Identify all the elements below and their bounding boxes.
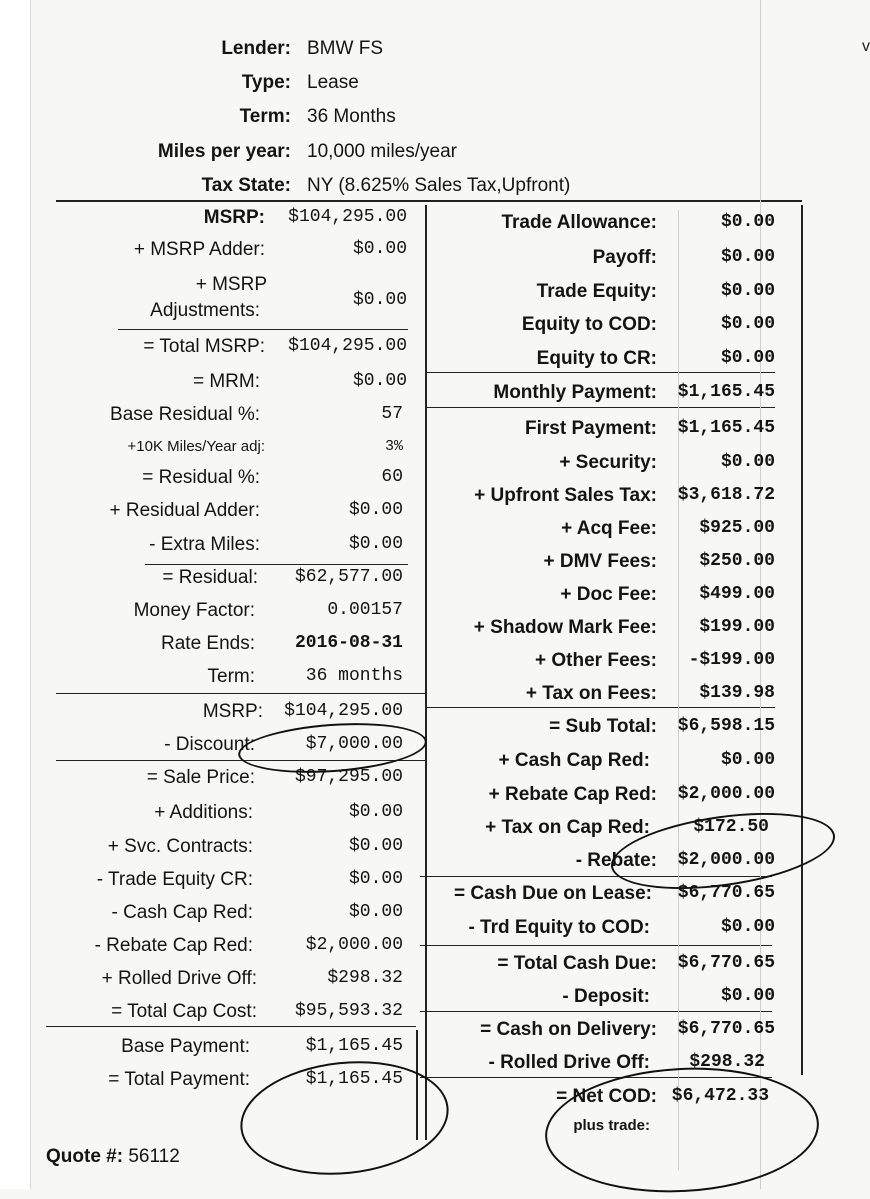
left-row — [0, 500, 425, 530]
right-label: Trade Allowance: — [501, 212, 657, 233]
left-row — [0, 567, 425, 597]
left-row — [0, 968, 425, 998]
left-value: 60 — [381, 467, 403, 487]
right-value: $499.00 — [699, 584, 775, 604]
left-row — [0, 935, 425, 965]
left-label: = Total MSRP: — [143, 336, 265, 357]
right-row — [427, 212, 777, 242]
left-label: Rate Ends: — [161, 633, 255, 654]
left-row — [0, 633, 425, 663]
left-row — [0, 239, 425, 269]
right-row — [427, 650, 777, 680]
right-value: $6,598.15 — [677, 716, 775, 736]
right-label: = Cash Due on Lease: — [454, 883, 652, 904]
left-label: = Residual %: — [142, 467, 260, 488]
right-value: $6,770.65 — [677, 883, 775, 903]
left-row — [0, 404, 425, 434]
left-value: 0.00157 — [327, 600, 403, 620]
right-row — [427, 784, 777, 814]
left-label: + MSRP Adder: — [133, 239, 265, 260]
left-label: - Discount: — [164, 734, 255, 755]
tax-label: Tax State: — [201, 175, 291, 196]
left-value: $1,165.45 — [305, 1069, 403, 1089]
rule-residual — [145, 564, 408, 565]
type-label: Type: — [241, 72, 291, 93]
term-value: 36 Months — [307, 106, 396, 127]
right-row — [427, 518, 777, 548]
right-value: $1,165.45 — [677, 382, 775, 402]
right-label: - Rolled Drive Off: — [488, 1052, 650, 1073]
left-row — [0, 467, 425, 497]
left-value: $0.00 — [348, 836, 403, 856]
right-value: $6,770.65 — [677, 1019, 775, 1039]
right-value: $0.00 — [720, 452, 775, 472]
tax-value: NY (8.625% Sales Tax,Upfront) — [307, 175, 571, 196]
left-label: = Residual: — [162, 567, 258, 588]
left-label: = MRM: — [192, 371, 260, 392]
quote-label: Quote #: — [46, 1146, 124, 1167]
left-value: $0.00 — [352, 239, 407, 259]
term-label: Term: — [239, 106, 291, 127]
left-label: = Sale Price: — [146, 767, 255, 788]
lender-label: Lender: — [221, 38, 291, 59]
left-value: $0.00 — [348, 869, 403, 889]
right-label: Equity to COD: — [521, 314, 657, 335]
right-label: + Upfront Sales Tax: — [474, 485, 657, 506]
right-row — [427, 485, 777, 515]
right-row — [427, 551, 777, 581]
right-label: + Acq Fee: — [561, 518, 657, 539]
left-label: Base Residual %: — [110, 404, 260, 425]
left-label: - Cash Cap Red: — [111, 902, 253, 923]
right-label: = Sub Total: — [549, 716, 657, 737]
left-label: - Trade Equity CR: — [96, 869, 253, 890]
right-value: $0.00 — [720, 314, 775, 334]
left-label: = Total Payment: — [108, 1069, 250, 1090]
right-label: - Trd Equity to COD: — [468, 917, 650, 938]
left-value: $2,000.00 — [305, 935, 403, 955]
left-label: = Total Cap Cost: — [111, 1001, 257, 1022]
right-label: - Deposit: — [562, 986, 650, 1007]
right-row — [427, 382, 777, 412]
right-row — [427, 314, 777, 344]
left-label: MSRP: — [203, 207, 265, 228]
left-label-2: Adjustments: — [150, 300, 260, 321]
right-label: Monthly Payment: — [493, 382, 657, 403]
left-label: + MSRP — [195, 274, 267, 295]
type-value: Lease — [307, 72, 359, 93]
left-row — [0, 336, 425, 366]
lender-value: BMW FS — [307, 38, 383, 59]
right-value: $0.00 — [720, 281, 775, 301]
right-row — [427, 584, 777, 614]
right-row — [427, 247, 777, 277]
left-row — [0, 869, 425, 899]
right-value: $0.00 — [720, 212, 775, 232]
right-row — [427, 1019, 777, 1049]
right-value: $3,618.72 — [677, 485, 775, 505]
right-row — [427, 418, 777, 448]
left-value: $7,000.00 — [305, 734, 403, 754]
right-label: = Cash on Delivery: — [480, 1019, 657, 1040]
right-label: plus trade: — [573, 1117, 650, 1134]
table-top-rule — [56, 200, 802, 202]
left-row — [0, 274, 425, 324]
right-row — [427, 750, 777, 780]
left-row — [0, 534, 425, 564]
left-label: - Extra Miles: — [149, 534, 260, 555]
corner-mark: v — [862, 38, 870, 55]
right-row — [427, 452, 777, 482]
right-value: $0.00 — [720, 750, 775, 770]
left-label: Base Payment: — [121, 1036, 250, 1057]
right-value: $139.98 — [699, 683, 775, 703]
right-value: $0.00 — [720, 986, 775, 1006]
right-value: $0.00 — [720, 348, 775, 368]
left-value: $62,577.00 — [294, 567, 403, 587]
right-row — [427, 716, 777, 746]
left-label: +10K Miles/Year adj: — [127, 438, 265, 455]
left-value: 3% — [384, 438, 403, 455]
left-label: + Rolled Drive Off: — [101, 968, 257, 989]
left-row — [0, 767, 425, 797]
right-value: $2,000.00 — [677, 784, 775, 804]
right-row — [427, 683, 777, 713]
right-label: + Tax on Fees: — [525, 683, 657, 704]
left-label: + Residual Adder: — [109, 500, 260, 521]
right-value: $2,000.00 — [677, 850, 775, 870]
right-row — [427, 953, 777, 983]
left-row — [0, 836, 425, 866]
right-label: + Other Fees: — [535, 650, 657, 671]
left-row — [0, 902, 425, 932]
right-row — [427, 348, 777, 378]
right-label: = Net COD: — [556, 1086, 657, 1107]
left-value: $0.00 — [348, 902, 403, 922]
left-value: $97,295.00 — [294, 767, 403, 787]
left-value: $0.00 — [348, 802, 403, 822]
right-value: -$199.00 — [688, 650, 775, 670]
right-label: - Rebate: — [575, 850, 657, 871]
right-label: + Tax on Cap Red: — [485, 817, 650, 838]
right-value: $925.00 — [699, 518, 775, 538]
left-label: MSRP: — [202, 701, 263, 722]
right-label: = Total Cash Due: — [497, 953, 657, 974]
miles-label: Miles per year: — [157, 141, 291, 162]
right-label: Trade Equity: — [536, 281, 657, 302]
right-row — [427, 281, 777, 311]
left-value: $95,593.32 — [294, 1001, 403, 1021]
left-value: $0.00 — [348, 534, 403, 554]
left-label: Term: — [207, 666, 255, 687]
left-label: Money Factor: — [133, 600, 255, 621]
left-value: $104,295.00 — [288, 207, 407, 227]
right-label: Payoff: — [592, 247, 657, 268]
right-label: + Rebate Cap Red: — [488, 784, 657, 805]
miles-value: 10,000 miles/year — [307, 141, 457, 162]
left-value: $104,295.00 — [284, 701, 403, 721]
right-value: $6,770.65 — [677, 953, 775, 973]
right-label: + Security: — [559, 452, 657, 473]
right-value: $6,472.33 — [671, 1086, 769, 1106]
quote-value: 56112 — [128, 1146, 180, 1167]
right-value: $250.00 — [699, 551, 775, 571]
right-border — [801, 205, 803, 1075]
right-label: Equity to CR: — [536, 348, 657, 369]
left-row — [0, 1001, 425, 1031]
right-label: + Shadow Mark Fee: — [473, 617, 657, 638]
right-value: $199.00 — [699, 617, 775, 637]
left-row — [0, 600, 425, 630]
right-row — [427, 617, 777, 647]
left-row — [0, 802, 425, 832]
left-value: 57 — [381, 404, 403, 424]
right-value: $0.00 — [720, 917, 775, 937]
left-label: - Rebate Cap Red: — [94, 935, 253, 956]
quote-number — [46, 1146, 180, 1168]
right-label: + Cash Cap Red: — [498, 750, 650, 771]
left-label: + Additions: — [154, 802, 253, 823]
left-value: $0.00 — [352, 371, 407, 391]
left-value: 2016-08-31 — [294, 633, 403, 653]
left-value: 36 months — [305, 666, 403, 686]
left-row — [0, 371, 425, 401]
left-value: $0.00 — [348, 500, 403, 520]
right-value: $172.50 — [693, 817, 769, 837]
left-label: + Svc. Contracts: — [107, 836, 253, 857]
right-value: $298.32 — [689, 1052, 765, 1072]
right-row — [427, 883, 777, 913]
left-row — [0, 438, 425, 468]
right-value: $1,165.45 — [677, 418, 775, 438]
left-value: $0.00 — [352, 290, 407, 310]
right-label: + DMV Fees: — [543, 551, 657, 572]
rule-total-msrp — [118, 329, 408, 330]
right-label: First Payment: — [525, 418, 657, 439]
left-value: $298.32 — [327, 968, 403, 988]
left-value: $104,295.00 — [288, 336, 407, 356]
right-value: $0.00 — [720, 247, 775, 267]
right-row — [427, 917, 777, 947]
left-row — [0, 666, 425, 696]
left-value: $1,165.45 — [305, 1036, 403, 1056]
right-label: + Doc Fee: — [560, 584, 657, 605]
right-row — [427, 986, 777, 1016]
left-row — [0, 207, 425, 237]
